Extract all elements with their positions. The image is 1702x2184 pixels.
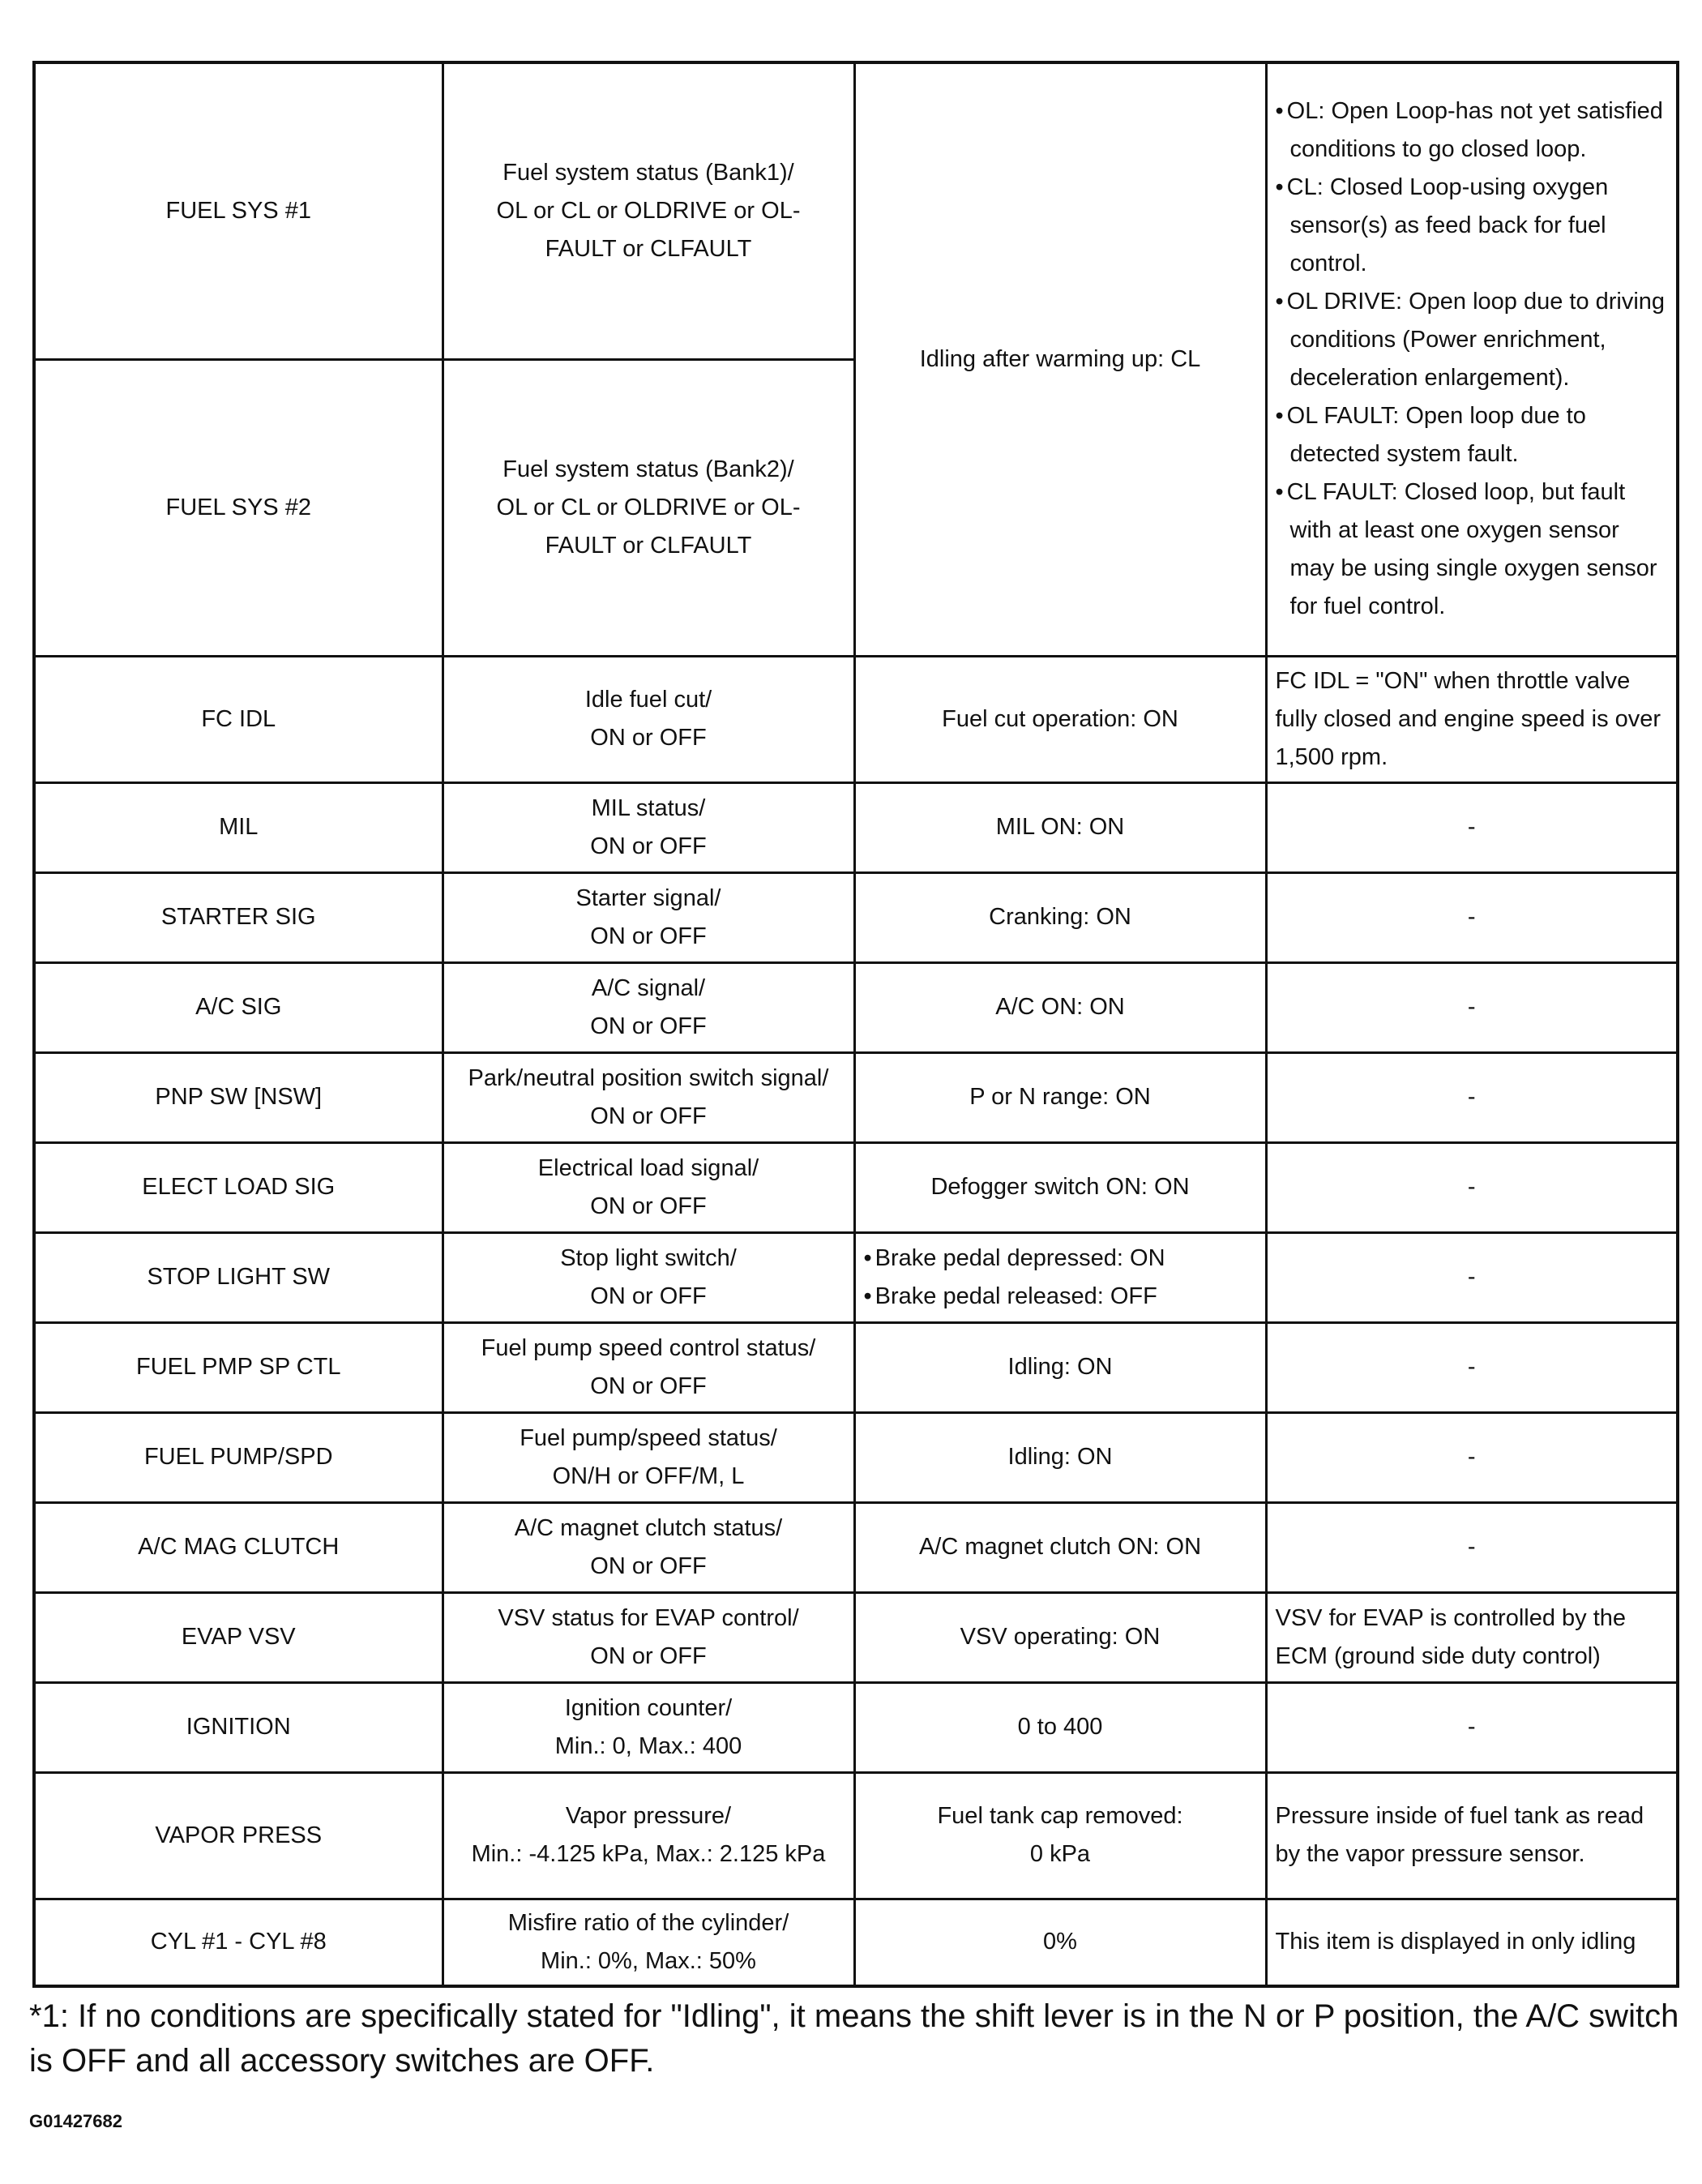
item-cell: FUEL SYS #1 [34, 62, 443, 359]
measurement-cell: Electrical load signal/ ON or OFF [443, 1142, 854, 1232]
measurement-cell: Ignition counter/ Min.: 0, Max.: 400 [443, 1682, 854, 1772]
diagnostic-data-table [32, 61, 1679, 1988]
table-row [34, 1899, 1678, 1986]
measurement-cell: Fuel pump speed control status/ ON or OFF [443, 1322, 854, 1412]
measurement-cell: A/C signal/ ON or OFF [443, 962, 854, 1052]
item-cell: PNP SW [NSW] [34, 1052, 443, 1142]
measurement-cell: Fuel system status (Bank1)/ OL or CL or OLDRIVE or OL- FAULT or CLFAULT [443, 62, 854, 359]
condition-cell: Cranking: ON [854, 872, 1266, 962]
diagnostic-note-cell: - [1266, 1322, 1678, 1412]
table-row [34, 1322, 1678, 1412]
diagnostic-note-cell: - [1266, 1052, 1678, 1142]
diagnostic-note-cell: Pressure inside of fuel tank as read by the vapor pressure sensor. [1266, 1772, 1678, 1899]
measurement-cell: Starter signal/ ON or OFF [443, 872, 854, 962]
condition-cell: Fuel cut operation: ON [854, 656, 1266, 782]
item-cell: A/C MAG CLUTCH [34, 1502, 443, 1592]
table-row [34, 962, 1678, 1052]
table-row [34, 1142, 1678, 1232]
list-item: • OL DRIVE: Open loop due to driving conditions (Power enrichment, deceleration enlargement). [1276, 283, 1669, 397]
footnote: *1: If no conditions are specifically stated for "Idling", it means the shift lever is in the N or P position, the A/C switch is OFF and all accessory switches are OFF. [29, 1998, 1679, 2079]
item-cell: STARTER SIG [34, 872, 443, 962]
table-row [34, 1592, 1678, 1682]
condition-cell: Defogger switch ON: ON [854, 1142, 1266, 1232]
measurement-cell: Fuel pump/speed status/ ON/H or OFF/M, L [443, 1412, 854, 1502]
condition-cell: Idling: ON [854, 1322, 1266, 1412]
item-cell: MIL [34, 782, 443, 872]
item-cell: A/C SIG [34, 962, 443, 1052]
measurement-cell: MIL status/ ON or OFF [443, 782, 854, 872]
list-item: • CL FAULT: Closed loop, but fault with at least one oxygen sensor may be using single oxygen sensor for fuel control. [1276, 473, 1669, 626]
item-cell: STOP LIGHT SW [34, 1232, 443, 1322]
diagnostic-note-cell: - [1266, 1502, 1678, 1592]
item-cell: FUEL SYS #2 [34, 359, 443, 656]
list-item: • OL FAULT: Open loop due to detected system fault. [1276, 397, 1669, 473]
table-row [34, 872, 1678, 962]
diagnostic-note-cell: This item is displayed in only idling [1266, 1899, 1678, 1986]
table-row [34, 656, 1678, 782]
condition-cell: MIL ON: ON [854, 782, 1266, 872]
item-cell: CYL #1 - CYL #8 [34, 1899, 443, 1986]
measurement-cell: VSV status for EVAP control/ ON or OFF [443, 1592, 854, 1682]
measurement-cell: Park/neutral position switch signal/ ON or OFF [443, 1052, 854, 1142]
diagnostic-note-cell: - [1266, 962, 1678, 1052]
measurement-cell: Stop light switch/ ON or OFF [443, 1232, 854, 1322]
measurement-cell: Misfire ratio of the cylinder/ Min.: 0%, Max.: 50% [443, 1899, 854, 1986]
measurement-cell: Fuel system status (Bank2)/ OL or CL or OLDRIVE or OL- FAULT or CLFAULT [443, 359, 854, 656]
item-cell: VAPOR PRESS [34, 1772, 443, 1899]
condition-cell: Idling: ON [854, 1412, 1266, 1502]
list-item: • Brake pedal depressed: ON [864, 1240, 1257, 1278]
table-row [34, 62, 1678, 359]
figure-id: G01427682 [29, 2111, 122, 2131]
diagnostic-note-cell: - [1266, 1412, 1678, 1502]
table-row [34, 782, 1678, 872]
item-cell: FC IDL [34, 656, 443, 782]
condition-cell: 0 to 400 [854, 1682, 1266, 1772]
diagnostic-note-cell: - [1266, 1232, 1678, 1322]
condition-cell [854, 1232, 1266, 1322]
table-row [34, 1412, 1678, 1502]
diagnostic-note-cell: - [1266, 1142, 1678, 1232]
condition-cell: P or N range: ON [854, 1052, 1266, 1142]
table-row [34, 1052, 1678, 1142]
diagnostic-note-cell: VSV for EVAP is controlled by the ECM (ground side duty control) [1266, 1592, 1678, 1682]
table-row [34, 1502, 1678, 1592]
item-cell: EVAP VSV [34, 1592, 443, 1682]
diagnostic-note-cell: - [1266, 1682, 1678, 1772]
condition-cell: 0% [854, 1899, 1266, 1986]
diagnostic-note-cell: - [1266, 872, 1678, 962]
measurement-cell: Vapor pressure/ Min.: -4.125 kPa, Max.: 2.125 kPa [443, 1772, 854, 1899]
table-row [34, 1682, 1678, 1772]
condition-cell: A/C magnet clutch ON: ON [854, 1502, 1266, 1592]
condition-cell: Idling after warming up: CL [854, 62, 1266, 656]
diagnostic-note-cell: FC IDL = "ON" when throttle valve fully closed and engine speed is over 1,500 rpm. [1266, 656, 1678, 782]
measurement-cell: A/C magnet clutch status/ ON or OFF [443, 1502, 854, 1592]
list-item: • Brake pedal released: OFF [864, 1278, 1257, 1316]
diagnostic-note-cell [1266, 62, 1678, 656]
item-cell: FUEL PMP SP CTL [34, 1322, 443, 1412]
table-row [34, 1232, 1678, 1322]
measurement-cell: Idle fuel cut/ ON or OFF [443, 656, 854, 782]
condition-cell: VSV operating: ON [854, 1592, 1266, 1682]
item-cell: ELECT LOAD SIG [34, 1142, 443, 1232]
table-row [34, 1772, 1678, 1899]
condition-cell: A/C ON: ON [854, 962, 1266, 1052]
condition-cell: Fuel tank cap removed: 0 kPa [854, 1772, 1266, 1899]
list-item: • OL: Open Loop-has not yet satisfied conditions to go closed loop. [1276, 92, 1669, 169]
diagnostic-note-cell: - [1266, 782, 1678, 872]
list-item: • CL: Closed Loop-using oxygen sensor(s) as feed back for fuel control. [1276, 169, 1669, 283]
item-cell: IGNITION [34, 1682, 443, 1772]
item-cell: FUEL PUMP/SPD [34, 1412, 443, 1502]
